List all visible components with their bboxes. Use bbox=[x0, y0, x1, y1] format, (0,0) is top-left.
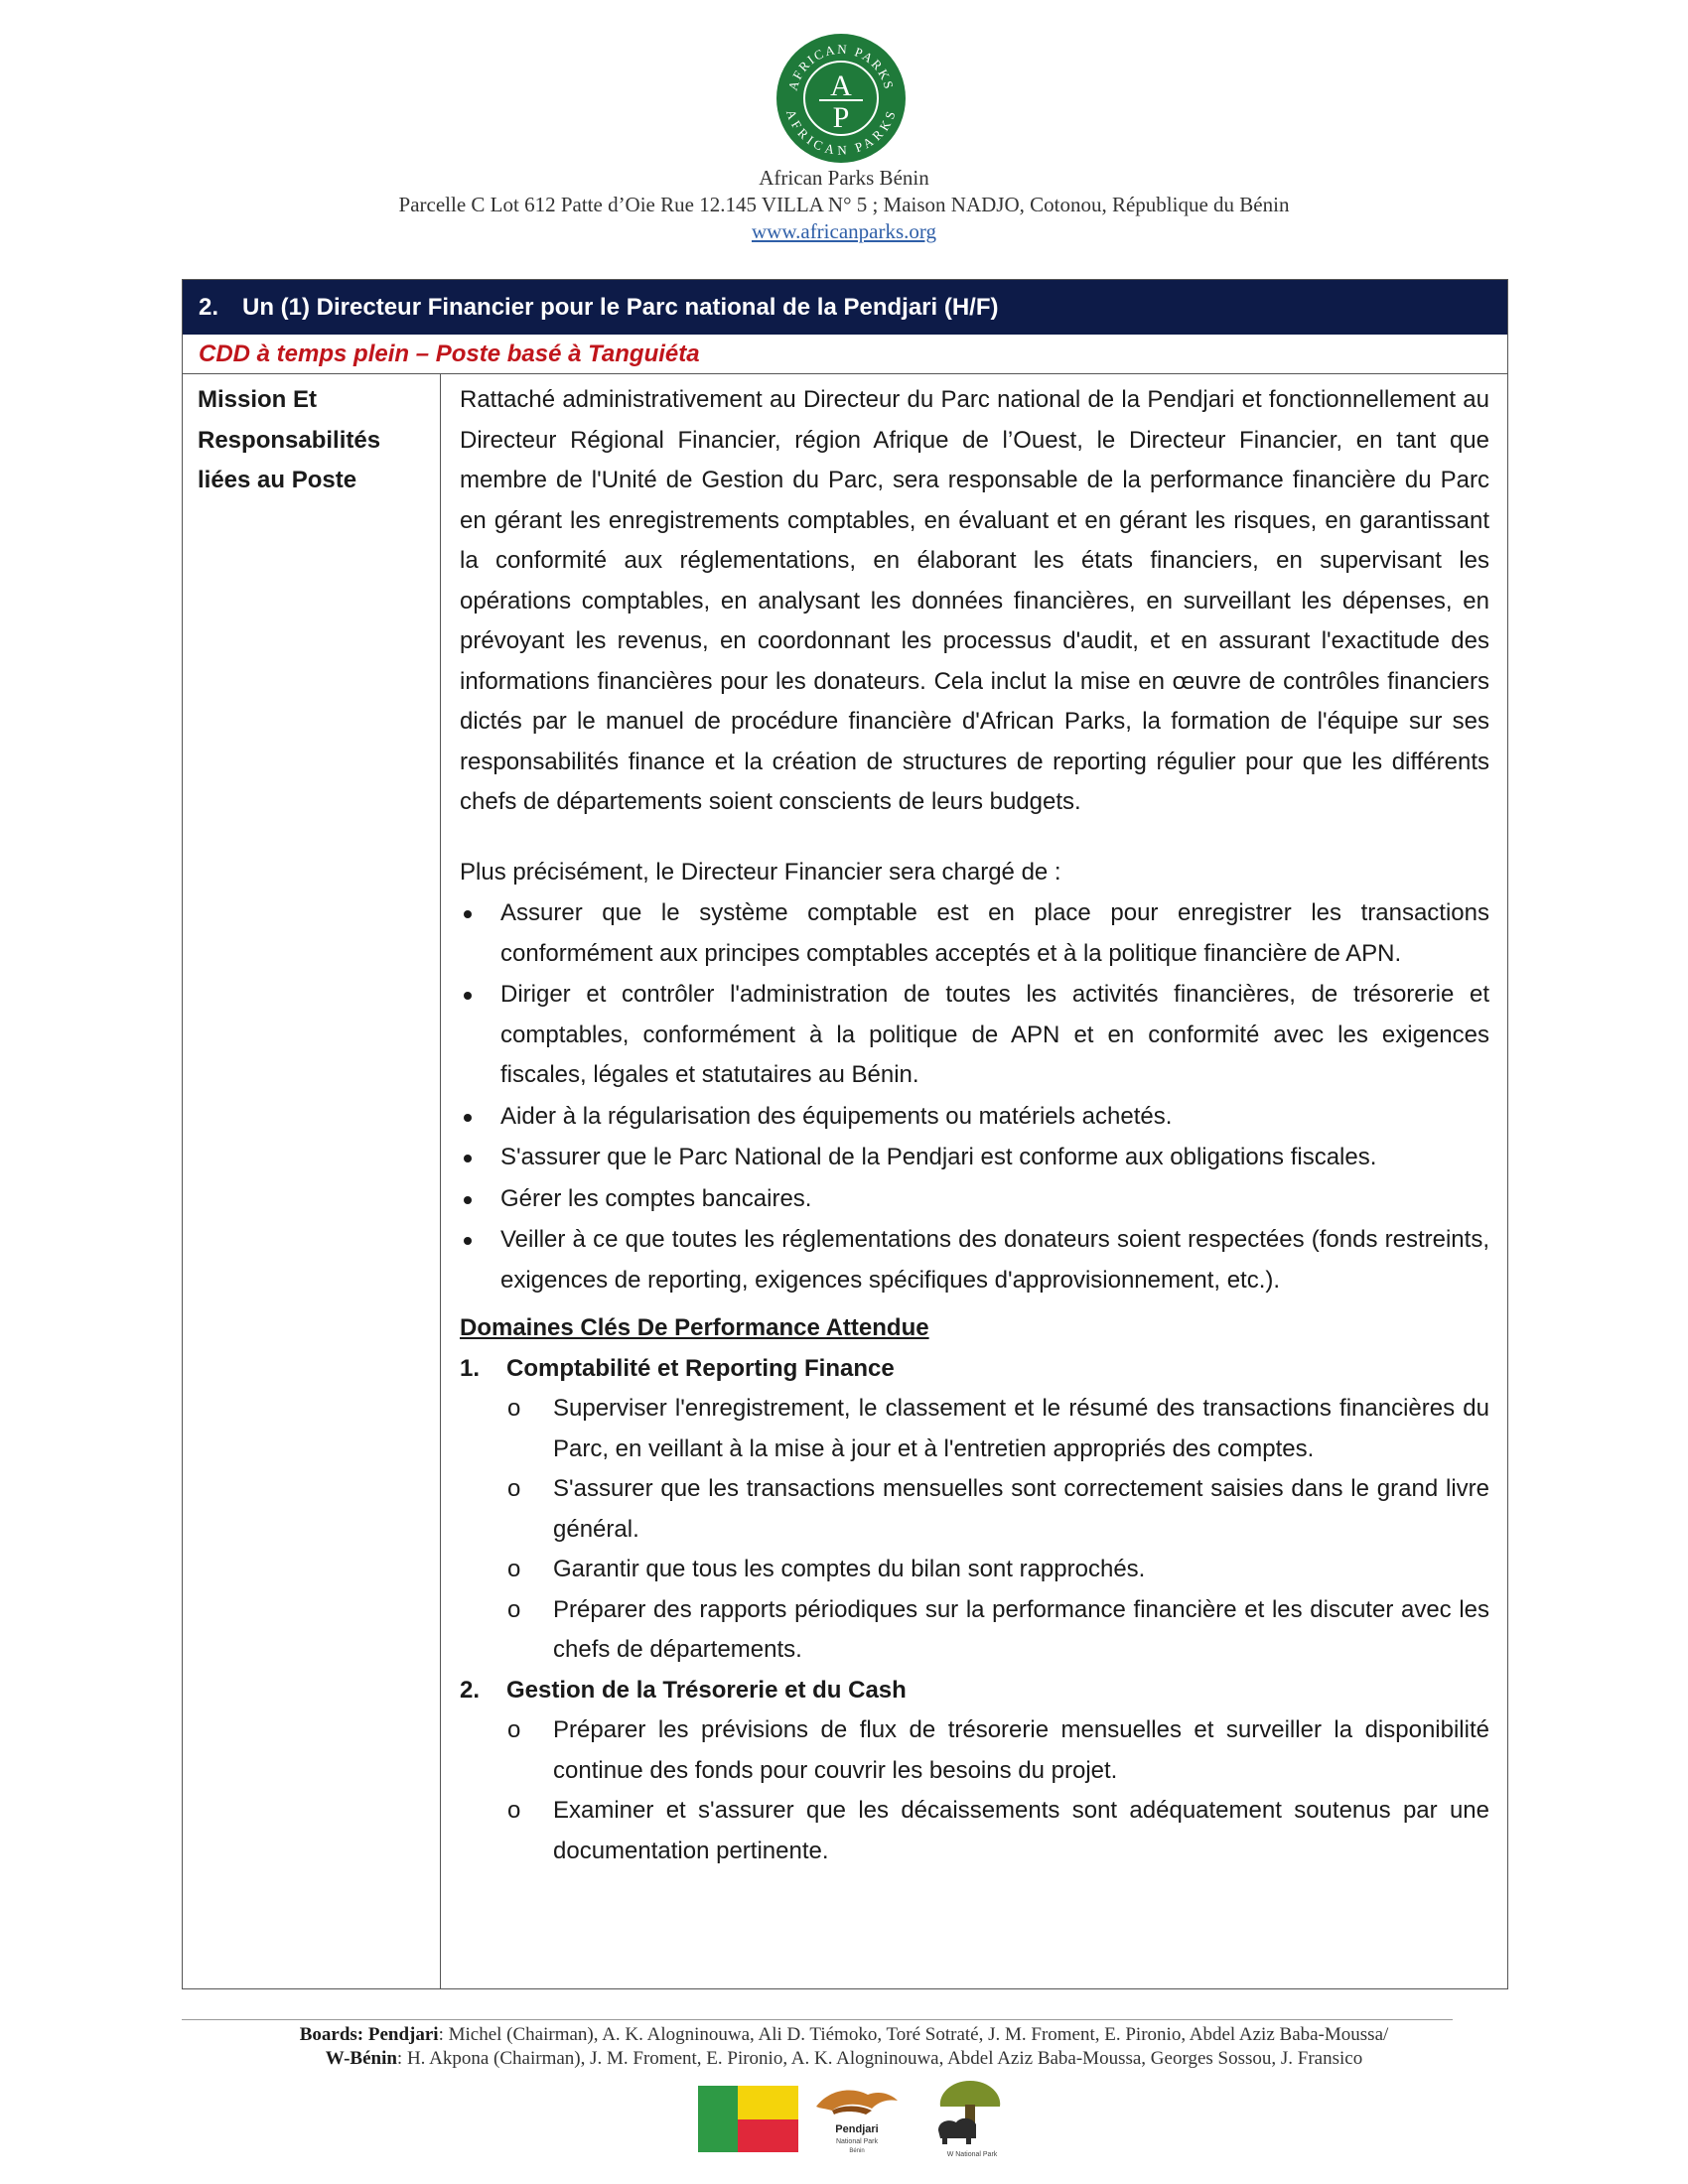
list-item: o Préparer des rapports périodiques sur la performance financière et les discuter avec les chefs de départements. bbox=[460, 1590, 1489, 1671]
mission-paragraph: Rattaché administrativement au Directeur du Parc national de la Pendjari et fonctionnellement au Directeur Régional Financier, région Afrique de l’Ouest, le Directeur Financier, en tant que membre de l'Unité de Gestion du Parc, sera responsable de la performance financière du Parc en gérant les enregistrements comptables, en évaluant et en gérant les risques, en garantissant la conformité aux réglementations, en élaborant les états financiers, en supervisant les opérations comptables, en analysant les données financières, en surveillant les dépenses, en prévoyant les revenus, en coordonnant les processus d'audit, et en assurant l'exactitude des informations financières pour les donateurs. Cela inclut la mise en œuvre de contrôles financiers dictés par le manuel de procédure financière d'African Parks, la formation de l'équipe sur ses responsabilités finance et la création de structures de reporting régulier pour que les différents chefs de départements soient conscients de leurs budgets. bbox=[460, 386, 1489, 815]
w-national-park-logo bbox=[930, 2077, 1010, 2162]
org-header bbox=[0, 165, 1688, 245]
responsibilities-intro: Plus précisément, le Directeur Financier sera chargé de : bbox=[460, 858, 1061, 886]
section-label-line: liées au Poste bbox=[198, 467, 357, 493]
responsibilities-list bbox=[460, 893, 1489, 1300]
bullet-icon bbox=[464, 1196, 472, 1204]
job-number: 2. bbox=[199, 294, 219, 321]
list-item: Veiller à ce que toutes les réglementations des donateurs soient respectées (fonds restreints, exigences de reporting, exigences spécifiques d'approvisionnement, etc.). bbox=[460, 1220, 1489, 1300]
section-content bbox=[443, 374, 1507, 1988]
list-item: Gérer les comptes bancaires. bbox=[460, 1179, 1489, 1220]
section-label bbox=[183, 374, 441, 1988]
circle-bullet-icon: o bbox=[507, 1716, 521, 1743]
circle-bullet-icon: o bbox=[507, 1797, 521, 1824]
circle-bullet-icon: o bbox=[507, 1556, 521, 1582]
benin-flag-icon bbox=[698, 2086, 798, 2152]
logo-ring-bottom-text: AFRICAN PARKS bbox=[782, 107, 900, 158]
circle-bullet-icon: o bbox=[507, 1475, 521, 1502]
list-item: Aider à la régularisation des équipements ou matériels achetés. bbox=[460, 1097, 1489, 1138]
pendjari-logo-title: Pendjari bbox=[835, 2123, 879, 2135]
domain-heading: 2. Gestion de la Trésorerie et du Cash bbox=[460, 1676, 907, 1704]
list-item: S'assurer que le Parc National de la Pendjari est conforme aux obligations fiscales. bbox=[460, 1138, 1489, 1178]
pendjari-logo-country: Bénin bbox=[849, 2148, 865, 2154]
bullet-icon bbox=[464, 1155, 472, 1162]
list-item: o S'assurer que les transactions mensuelles sont correctement saisies dans le grand livre général. bbox=[460, 1469, 1489, 1550]
list-item: o Examiner et s'assurer que les décaissements sont adéquatement soutenus par une documentation pertinente. bbox=[460, 1791, 1489, 1871]
job-table bbox=[182, 279, 1508, 1989]
african-parks-logo bbox=[774, 32, 908, 165]
list-item: o Préparer les prévisions de flux de trésorerie mensuelles et surveiller la disponibilité continue des fonds pour couvrir les besoins du projet. bbox=[460, 1710, 1489, 1791]
circle-bullet-icon: o bbox=[507, 1595, 521, 1623]
boards-wbenin: W-Bénin: H. Akpona (Chairman), J. M. Froment, E. Pironio, A. K. Alogninouwa, Abdel Aziz Baba-Moussa, Georges Sossou, J. Fransico bbox=[325, 2048, 1363, 2069]
footer-divider bbox=[182, 2019, 1453, 2020]
logo-letter-a: A bbox=[830, 69, 852, 102]
list-item: Assurer que le système comptable est en place pour enregistrer les transactions conformément aux principes comptables acceptés et à la politique financière de APN. bbox=[460, 893, 1489, 974]
logo-letter-p: P bbox=[832, 101, 850, 134]
job-title: Un (1) Directeur Financier pour le Parc national de la Pendjari (H/F) bbox=[242, 294, 999, 321]
section-label-line: Responsabilités bbox=[198, 426, 381, 454]
pendjari-park-logo bbox=[812, 2081, 902, 2164]
list-item: o Superviser l'enregistrement, le classement et le résumé des transactions financières du Parc, en veillant à la mise à jour et à l'entretien appropriés des comptes. bbox=[460, 1389, 1489, 1469]
list-item: o Garantir que tous les comptes du bilan sont rapprochés. bbox=[460, 1550, 1489, 1590]
boards-footer bbox=[0, 2023, 1688, 2071]
list-item: Diriger et contrôler l'administration de toutes les activités financières, de trésorerie et comptables, conformément à la politique de APN et en conformité avec les exigences fiscales, légales et statutaires au Bénin. bbox=[460, 975, 1489, 1096]
domain-list bbox=[460, 1710, 1489, 1871]
bullet-icon bbox=[464, 1237, 472, 1245]
website-link[interactable]: www.africanparks.org bbox=[751, 219, 937, 243]
domains-heading: Domaines Clés De Performance Attendue bbox=[460, 1314, 929, 1341]
org-name: African Parks Bénin bbox=[759, 166, 929, 190]
org-address: Parcelle C Lot 612 Patte d’Oie Rue 12.145 VILLA N° 5 ; Maison NADJO, Cotonou, République du Bénin bbox=[398, 193, 1290, 216]
logo-ring-top-text: AFRICAN PARKS bbox=[784, 41, 898, 92]
pendjari-logo-sub: National Park bbox=[835, 2138, 879, 2145]
job-contract-type: CDD à temps plein – Poste basé à Tanguiéta bbox=[183, 335, 1507, 374]
circle-bullet-icon: o bbox=[507, 1395, 521, 1422]
section-label-line: Mission Et bbox=[198, 386, 318, 413]
domain-heading: 1. Comptabilité et Reporting Finance bbox=[460, 1354, 895, 1382]
bullet-icon bbox=[464, 910, 472, 918]
wpark-logo-text: W National Park bbox=[946, 2151, 998, 2158]
boards-pendjari: Boards: Pendjari: Michel (Chairman), A. K. Alogninouwa, Ali D. Tiémoko, Toré Sotraté, J. M. Froment, E. Pironio, Abdel Aziz Baba-Moussa/ bbox=[299, 2024, 1389, 2045]
bullet-icon bbox=[464, 992, 472, 1000]
domain-list bbox=[460, 1389, 1489, 1671]
bullet-icon bbox=[464, 1114, 472, 1122]
job-title-row bbox=[183, 280, 1507, 335]
